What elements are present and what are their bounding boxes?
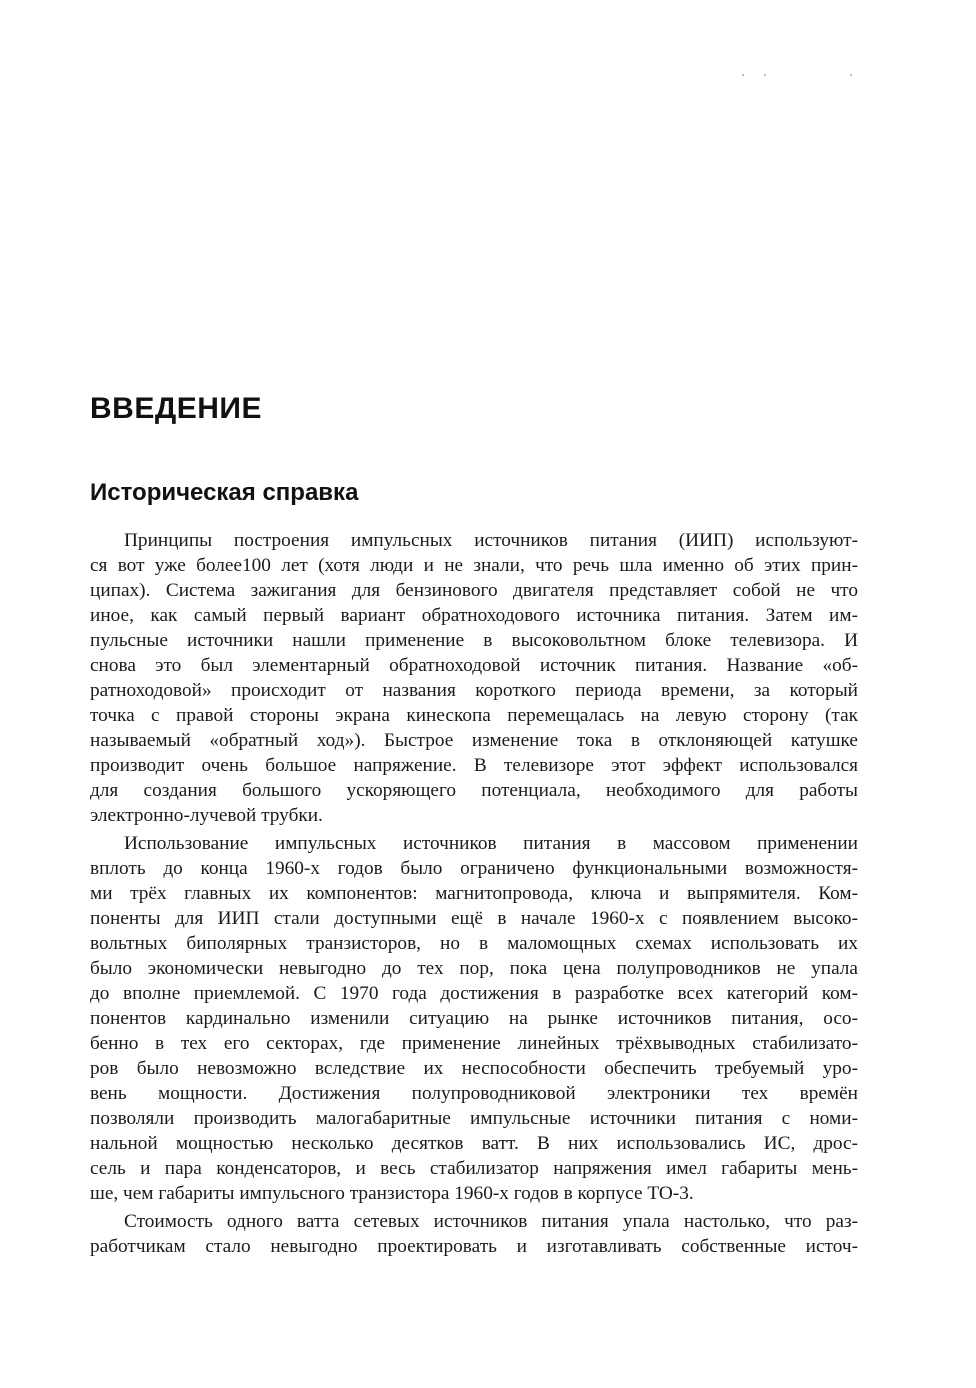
text-line: вольтных биполярных транзисторов, но в маломощных схемах использовать их [90,933,858,954]
text-line: было экономически невыгодно до тех пор, пока цена полупроводников не упала [90,958,858,979]
text-line: называемый «обратный ход»). Быстрое изменение тока в отклоняющей катушке [90,730,858,751]
text-line: ратноходовой» происходит от названия короткого периода времени, за который [90,680,858,701]
text-line: позволяли производить малогабаритные импульсные источники питания с номи- [90,1108,858,1129]
text-line: понентов кардинально изменили ситуацию на рынке источников питания, осо- [90,1008,858,1029]
paragraph-3 [90,1209,858,1259]
text-line: ся вот уже более100 лет (хотя люди и не знали, что речь шла именно об этих прин- [90,555,858,576]
scan-artifact-marks [742,74,857,78]
text-line: работчикам стало невыгодно проектировать и изготавливать собственные источ- [90,1236,858,1257]
text-line: Стоимость одного ватта сетевых источников питания упала настолько, что раз- [124,1211,858,1232]
text-line: поненты для ИИП стали доступными ещё в начале 1960-х с появлением высоко- [90,908,858,929]
text-line: ров было невозможно вследствие их неспособности обеспечить требуемый уро- [90,1058,858,1079]
text-line: пульсные источники нашли применение в высоковольтном блоке телевизора. И [90,630,858,651]
text-line: вень мощности. Достижения полупроводниковой электроники тех времён [90,1083,858,1104]
chapter-title: ВВЕДЕНИЕ [90,392,262,425]
text-line: до вполне приемлемой. С 1970 года достижения в разработке всех категорий ком- [90,983,858,1004]
text-line: ми трёх главных их компонентов: магнитопровода, ключа и выпрямителя. Ком- [90,883,858,904]
text-line: Использование импульсных источников питания в массовом применении [124,833,858,854]
text-line: нальной мощностью несколько десятков ватт. В них использовались ИС, дрос- [90,1133,858,1154]
text-line: сель и пара конденсаторов, и весь стабилизатор напряжения имел габариты мень- [90,1158,858,1179]
text-line: ше, чем габариты импульсного транзистора 1960-х годов в корпусе ТО-3. [90,1183,694,1204]
paragraph-2 [90,831,858,1206]
text-line: точка с правой стороны экрана кинескопа перемещалась на левую сторону (так [90,705,858,726]
text-line: электронно-лучевой трубки. [90,805,323,826]
text-line: снова это был элементарный обратноходовой источник питания. Название «об- [90,655,858,676]
body-text [90,528,858,1259]
text-line: иное, как самый первый вариант обратноходового источника питания. Затем им- [90,605,858,626]
paragraph-1 [90,528,858,828]
text-line: для создания большого ускоряющего потенциала, необходимого для работы [90,780,858,801]
text-line: производит очень большое напряжение. В телевизоре этот эффект использовался [90,755,858,776]
text-line: Принципы построения импульсных источников питания (ИИП) используют- [124,530,858,551]
text-line: ципах). Система зажигания для бензинового двигателя представляет собой не что [90,580,858,601]
text-line: бенно в тех его секторах, где применение линейных трёхвыводных стабилизато- [90,1033,858,1054]
section-title: Историческая справка [90,479,359,506]
text-line: вплоть до конца 1960-х годов было ограничено функциональными возможностя- [90,858,858,879]
